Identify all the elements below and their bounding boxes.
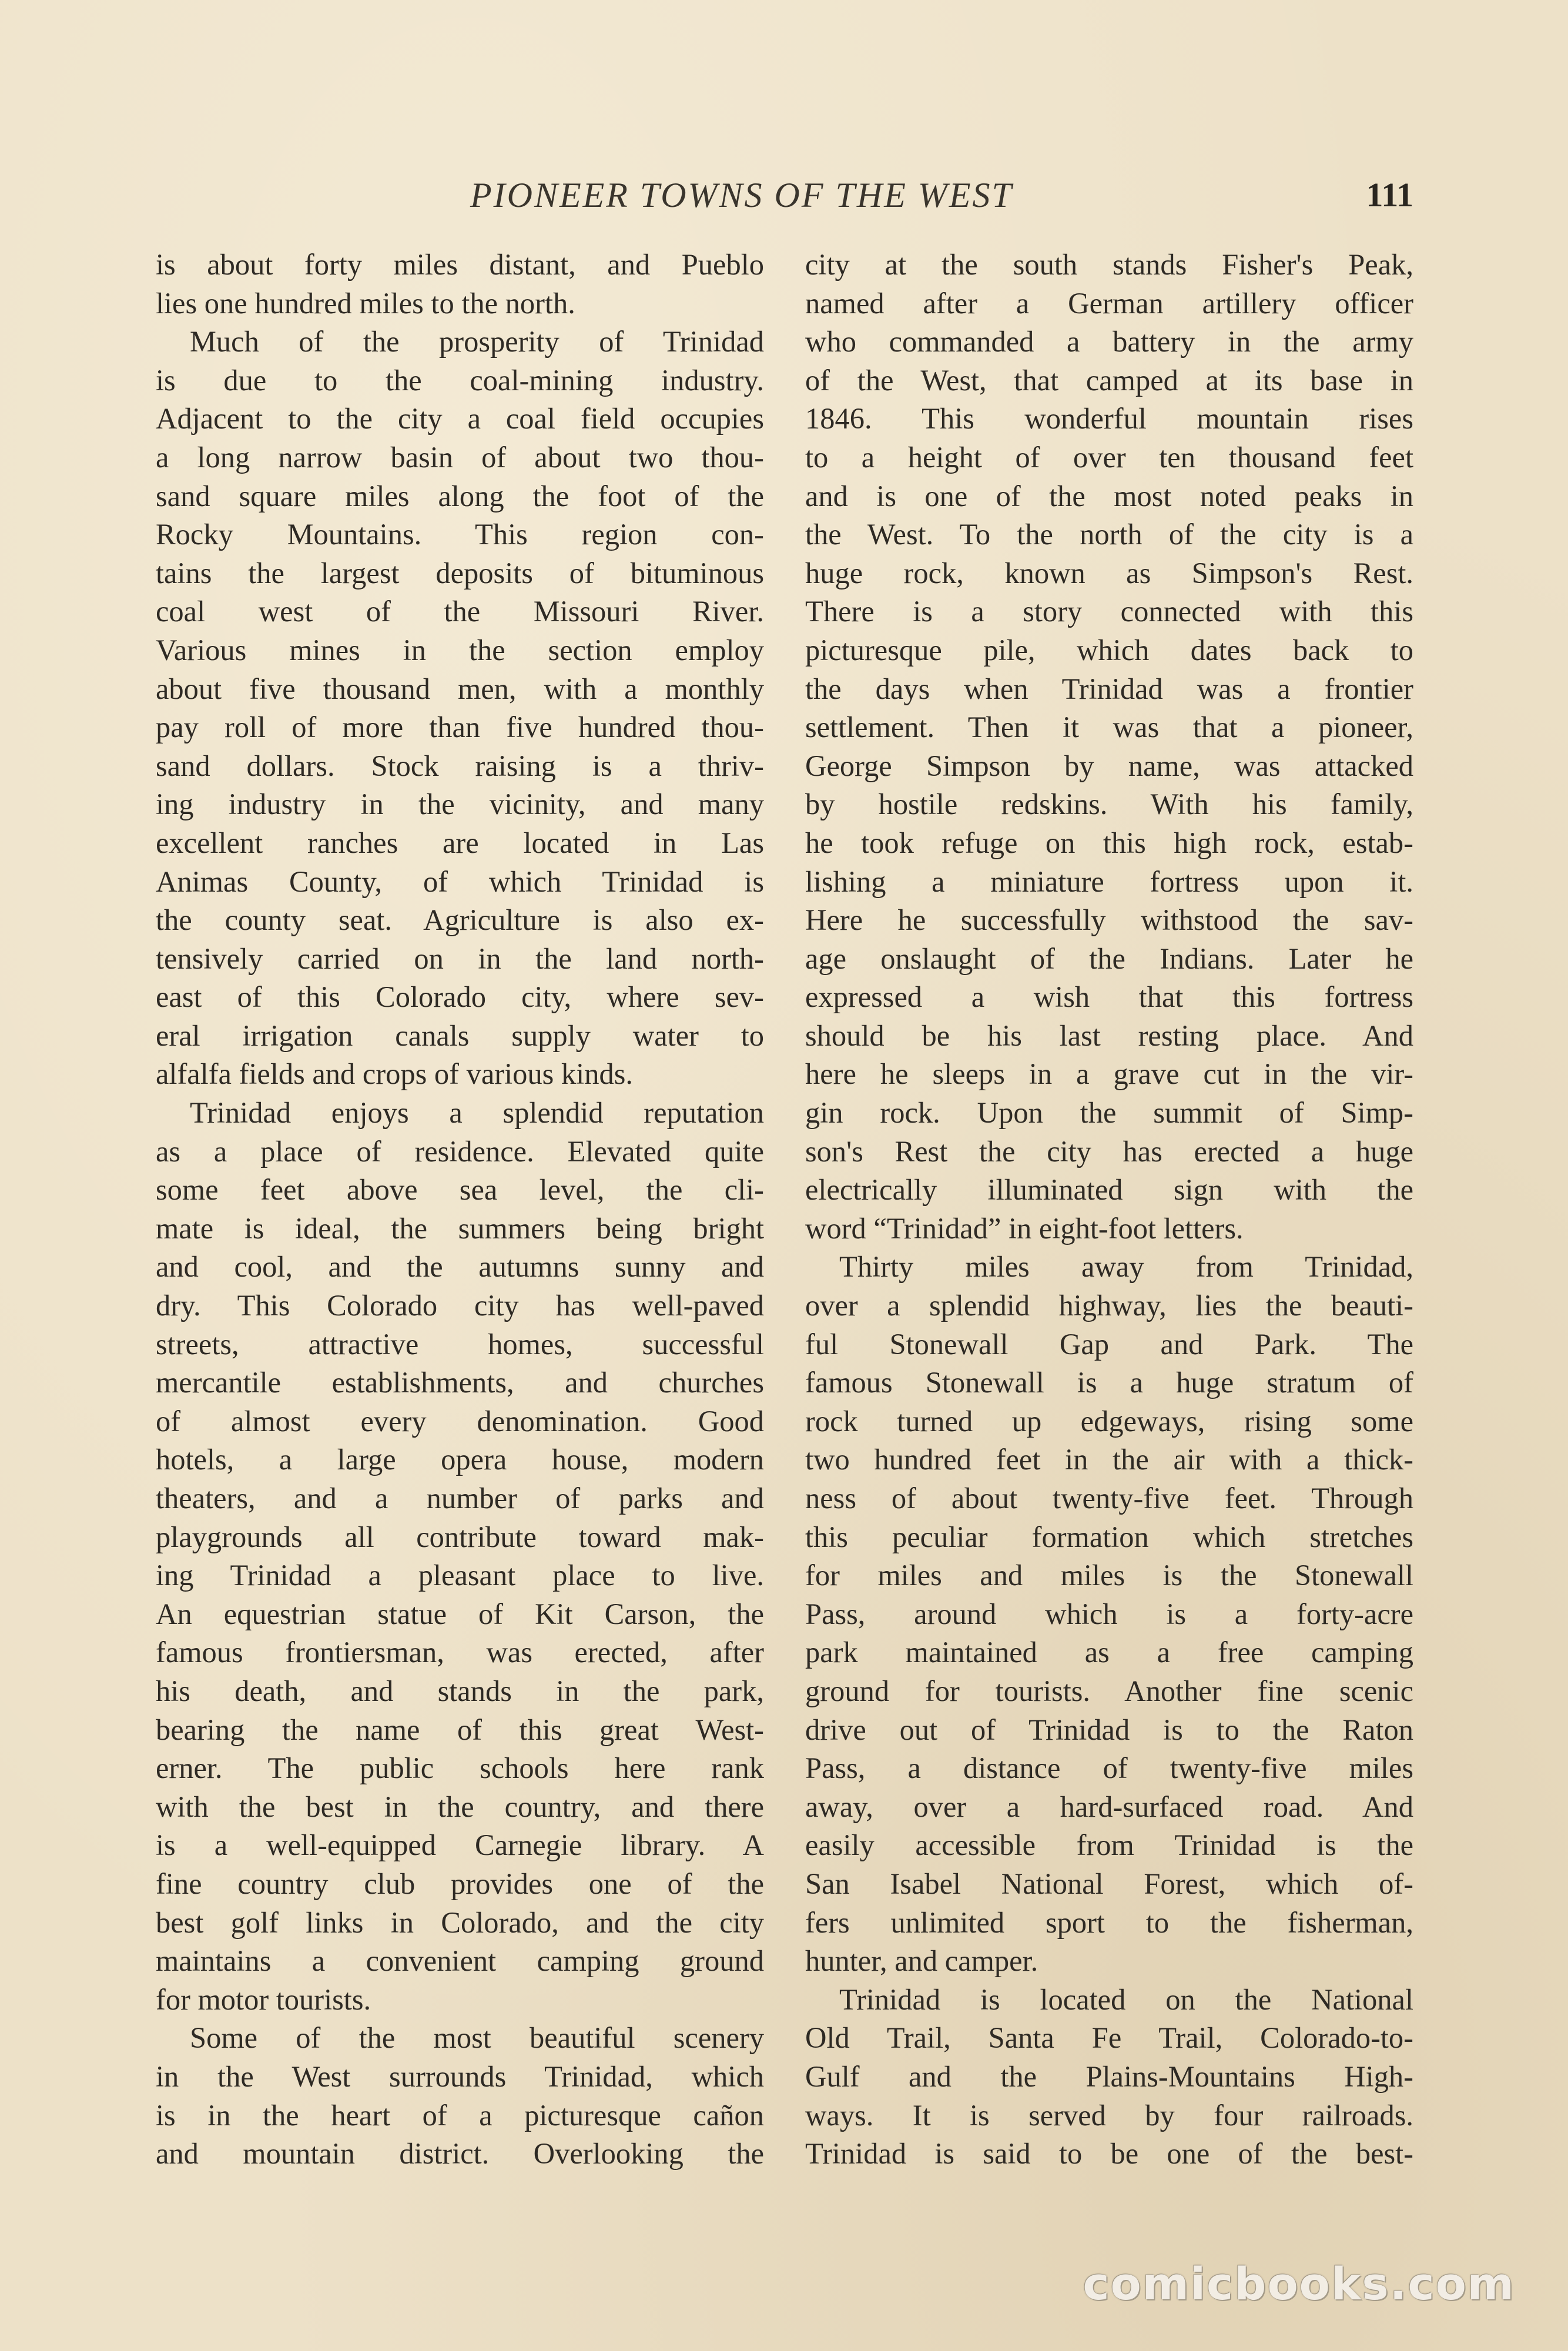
text-line: his death, and stands in the park, [156,1674,764,1707]
text-line: erner. The public schools here rank [156,1751,764,1785]
text-line: lishing a miniature fortress upon it. [805,865,1413,898]
text-line: Old Trail, Santa Fe Trail, Colorado-to- [805,2021,1413,2055]
text-line: fers unlimited sport to the fisherman, [805,1905,1413,1939]
text-line: eral irrigation canals supply water to [156,1019,764,1052]
text-line: picturesque pile, which dates back to [805,633,1413,667]
text-line: settlement. Then it was that a pioneer, [805,711,1413,744]
text-line: gin rock. Upon the summit of Simp- [805,1096,1413,1130]
text-line: An equestrian statue of Kit Carson, the [156,1597,764,1630]
running-title: PIONEER TOWNS OF THE WEST [470,176,1013,215]
watermark-logo: comicbooks.com [1083,2258,1515,2310]
text-line: age onslaught of the Indians. Later he [805,942,1413,975]
text-line: of the West, that camped at its base in [805,363,1413,397]
text-line: is a well-equipped Carnegie library. A [156,1828,764,1862]
text-line: dry. This Colorado city has well-paved [156,1289,764,1322]
text-line: for motor tourists. [156,1982,371,2016]
text-line: he took refuge on this high rock, estab- [805,826,1413,859]
text-line: excellent ranches are located in Las [156,826,764,859]
text-line: mate is ideal, the summers being bright [156,1211,764,1245]
text-line: here he sleeps in a grave cut in the vir- [805,1057,1413,1091]
text-line: this peculiar formation which stretches [805,1520,1413,1553]
text-line: and mountain district. Overlooking the [156,2137,764,2171]
text-line: easily accessible from Trinidad is the [805,1828,1413,1862]
text-line: tensively carried on in the land north- [156,942,764,975]
text-line: who commanded a battery in the army [805,325,1413,359]
text-line: park maintained as a free camping [805,1636,1413,1669]
text-line: of almost every denomination. Good [156,1404,764,1438]
right-text-column [805,246,1413,2173]
text-line: 1846. This wonderful mountain rises [805,402,1413,436]
text-line: Thirty miles away from Trinidad, [839,1250,1413,1284]
text-line: ing Trinidad a pleasant place to live. [156,1559,764,1592]
text-line: pay roll of more than five hundred thou- [156,711,764,744]
text-line: should be his last resting place. And [805,1019,1413,1052]
text-line: hunter, and camper. [805,1944,1038,1978]
text-line: sand dollars. Stock raising is a thriv- [156,749,764,782]
text-line: mercantile establishments, and churches [156,1366,764,1399]
text-line: rock turned up edgeways, rising some [805,1404,1413,1438]
text-line: ness of about twenty-five feet. Through [805,1482,1413,1515]
left-text-column [156,246,764,2173]
text-line: named after a German artillery officer [805,286,1413,320]
text-line: theaters, and a number of parks and [156,1482,764,1515]
text-line: and is one of the most noted peaks in [805,479,1413,513]
text-line: lies one hundred miles to the north. [156,286,575,320]
text-line: electrically illuminated sign with the [805,1173,1413,1207]
text-line: famous Stonewall is a huge stratum of [805,1366,1413,1399]
text-line: Pass, around which is a forty-acre [805,1597,1413,1630]
text-line: George Simpson by name, was attacked [805,749,1413,782]
text-line: ground for tourists. Another fine scenic [805,1674,1413,1707]
text-line: two hundred feet in the air with a thick- [805,1443,1413,1476]
text-line: son's Rest the city has erected a huge [805,1134,1413,1168]
text-line: ways. It is served by four railroads. [805,2098,1413,2132]
text-line: huge rock, known as Simpson's Rest. [805,556,1413,590]
text-line: a long narrow basin of about two thou- [156,440,764,474]
text-line: Here he successfully withstood the sav- [805,903,1413,937]
text-line: ing industry in the vicinity, and many [156,788,764,821]
text-line: Some of the most beautiful scenery [190,2021,764,2055]
text-line: over a splendid highway, lies the beauti- [805,1289,1413,1322]
text-line: to a height of over ten thousand feet [805,440,1413,474]
text-line: and cool, and the autumns sunny and [156,1250,764,1284]
text-line: the county seat. Agriculture is also ex- [156,903,764,937]
text-line: drive out of Trinidad is to the Raton [805,1713,1413,1746]
text-line: about five thousand men, with a monthly [156,672,764,705]
text-line: Gulf and the Plains-Mountains High- [805,2059,1413,2093]
text-line: east of this Colorado city, where sev- [156,980,764,1014]
text-line: for miles and miles is the Stonewall [805,1559,1413,1592]
text-line: Rocky Mountains. This region con- [156,518,764,551]
text-line: alfalfa fields and crops of various kinds. [156,1057,633,1091]
text-line: Animas County, of which Trinidad is [156,865,764,898]
text-line: fine country club provides one of the [156,1867,764,1900]
text-line: maintains a convenient camping ground [156,1944,764,1978]
text-line: expressed a wish that this fortress [805,980,1413,1014]
text-line: city at the south stands Fisher's Peak, [805,248,1413,281]
page-number: 111 [1366,176,1413,214]
text-line: hotels, a large opera house, modern [156,1443,764,1476]
text-line: tains the largest deposits of bituminous [156,556,764,590]
text-line: is due to the coal-mining industry. [156,363,764,397]
text-line: Trinidad is said to be one of the best- [805,2137,1413,2171]
text-line: bearing the name of this great West- [156,1713,764,1746]
text-line: the West. To the north of the city is a [805,518,1413,551]
text-line: Various mines in the section employ [156,633,764,667]
text-line: is in the heart of a picturesque cañon [156,2098,764,2132]
text-line: playgrounds all contribute toward mak- [156,1520,764,1553]
text-line: San Isabel National Forest, which of- [805,1867,1413,1900]
text-line: Trinidad enjoys a splendid reputation [190,1096,764,1130]
text-line: in the West surrounds Trinidad, which [156,2059,764,2093]
text-line: the days when Trinidad was a frontier [805,672,1413,705]
text-line: ful Stonewall Gap and Park. The [805,1327,1413,1361]
text-line: away, over a hard-surfaced road. And [805,1790,1413,1823]
text-line: There is a story connected with this [805,595,1413,628]
text-line: word “Trinidad” in eight-foot letters. [805,1211,1244,1245]
text-line: famous frontiersman, was erected, after [156,1636,764,1669]
text-line: sand square miles along the foot of the [156,479,764,513]
text-line: as a place of residence. Elevated quite [156,1134,764,1168]
text-line: best golf links in Colorado, and the city [156,1905,764,1939]
text-line: is about forty miles distant, and Pueblo [156,248,764,281]
text-line: coal west of the Missouri River. [156,595,764,628]
text-line: streets, attractive homes, successful [156,1327,764,1361]
text-line: with the best in the country, and there [156,1790,764,1823]
text-line: by hostile redskins. With his family, [805,788,1413,821]
text-line: some feet above sea level, the cli- [156,1173,764,1207]
text-line: Trinidad is located on the National [839,1982,1413,2016]
text-line: Much of the prosperity of Trinidad [190,325,764,359]
page-header [156,172,1413,219]
text-line: Adjacent to the city a coal field occupies [156,402,764,436]
text-line: Pass, a distance of twenty-five miles [805,1751,1413,1785]
